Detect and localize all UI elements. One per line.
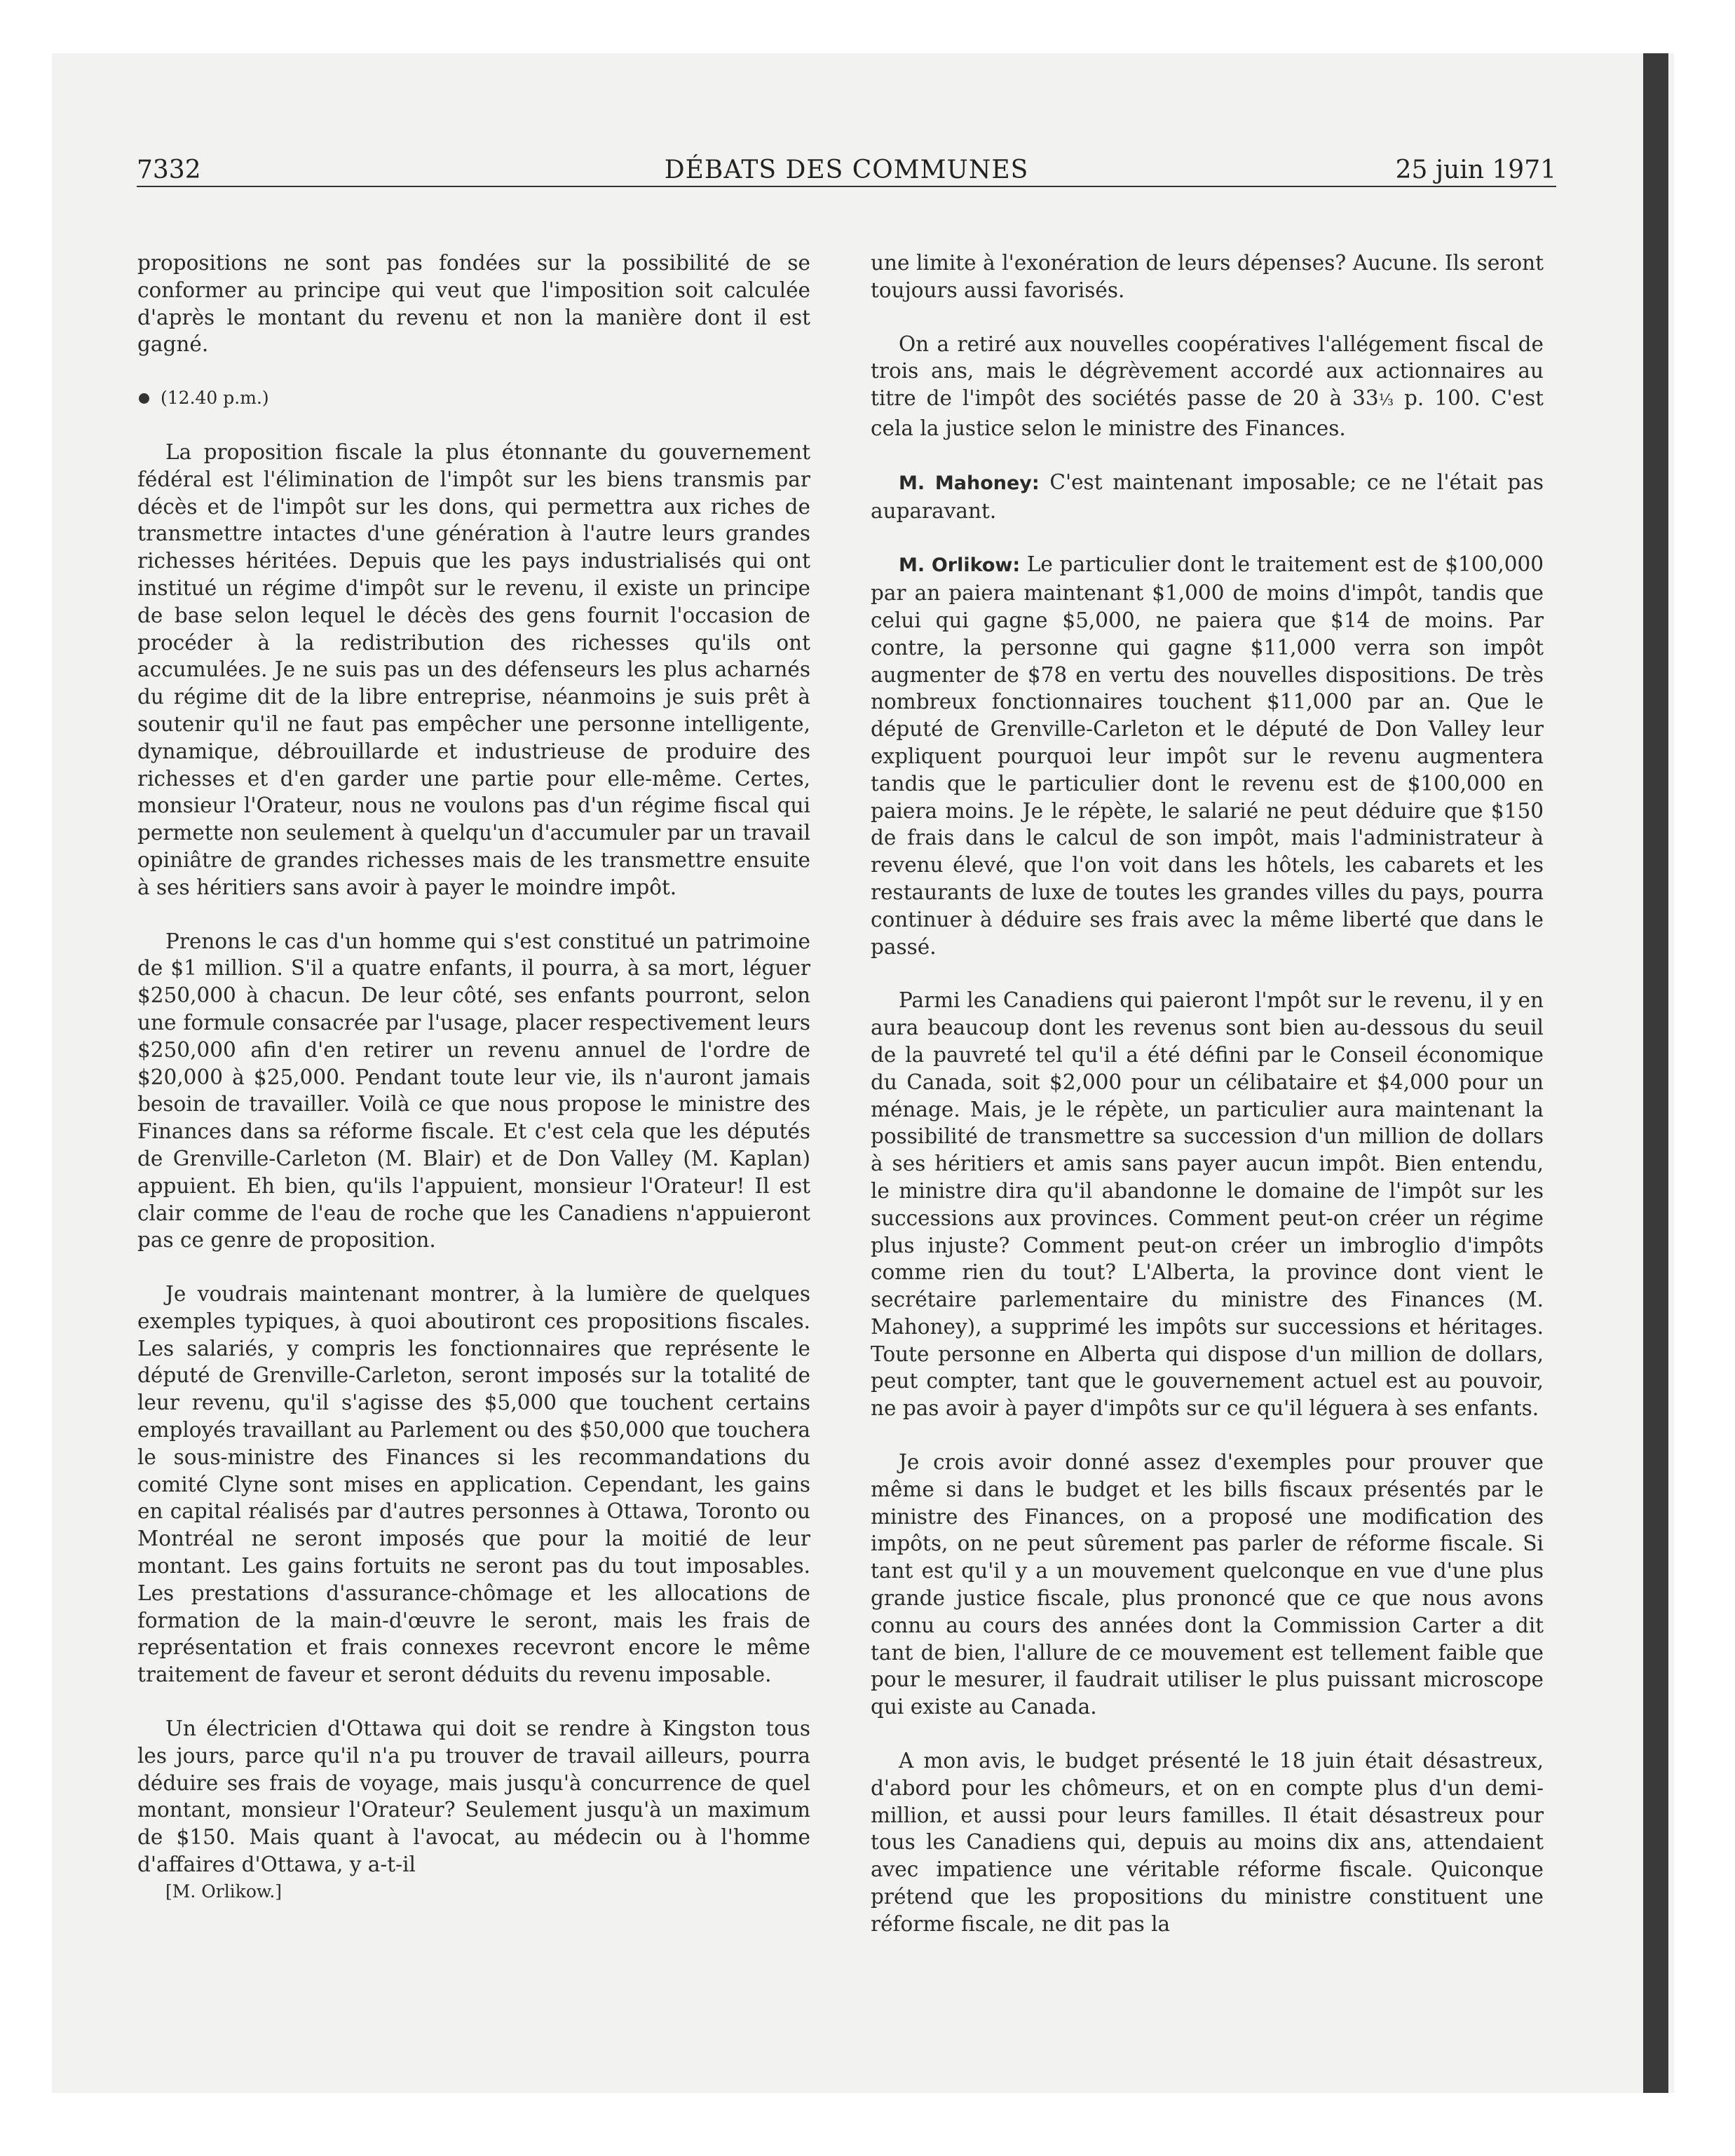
- paragraph: La proposition fiscale la plus étonnante du gouvernement fédéral est l'élimination de l'impôt sur les biens transmis par décès et de l'impôt sur les dons, qui permettra aux riches de transmettre intactes d'une génération à l'autre leurs grandes richesses héritées. Depuis que les pays industrialisés qui ont institué un régime d'impôt sur le revenu, il existe un principe de base selon lequel le décès des gens fournit l'occasion de procéder à la redistribution des richesses qu'ils ont accumulées. Je ne suis pas un des défenseurs les plus acharnés du régime dit de la libre entreprise, néanmoins je suis prêt à soutenir qu'il ne faut pas empêcher une personne intelligente, dynamique, débrouillarde et industrieuse de produire des richesses et d'en garder une partie pour elle-même. Certes, monsieur l'Orateur, nous ne voulons pas d'un régime fiscal qui permette non seulement à quelqu'un d'accumuler par un travail opiniâtre de grandes richesses mais de les transmettre ensuite à ses héritiers sans avoir à payer le moindre impôt.: [137, 439, 810, 899]
- speech-text: Le particulier dont le traitement est de $100,000 par an paiera maintenant $1,000 de moins d'impôt, tandis que celui qui gagne $5,000, ne paiera que $14 de moins. Par contre, la personne qui gagne $11,000 verra son impôt augmenter de $78 en vertu des nouvelles dispositions. De très nombreux fonctionnaires touchent $11,000 par an. Que le député de Grenville-Carleton et le député de Don Valley leur expliquent pourquoi leur impôt sur le revenu augmentera tandis que le particulier dont le revenu est de $100,000 en paiera moins. Je le répète, le salarié ne peut déduire que $150 de frais dans le calcul de son impôt, mais l'administrateur à revenu élevé, que l'on voit dans les hôtels, les cabarets et les restaurants de luxe de toutes les grandes villes du pays, pourra continuer à déduire ses frais avec la même liberté que dans le passé.: [871, 552, 1544, 959]
- timestamp-text: (12.40 p.m.): [161, 388, 269, 409]
- paragraph-text: On a retiré aux nouvelles coopératives l'allégement fiscal de trois ans, mais le dégrèvement accordé aux actionnaires au titre de l'impôt des sociétés passe de 20 à 33: [871, 332, 1544, 411]
- speech: [871, 551, 1544, 960]
- timestamp: [137, 385, 810, 412]
- paragraph: Je voudrais maintenant montrer, à la lumière de quelques exemples typiques, à quoi aboutiront ces propositions fiscales. Les salariés, y compris les fonctionnaires que représente le député de Grenville-Carleton, seront imposés sur la totalité de leur revenu, qu'il s'agisse des $5,000 que touchent certains employés travaillant au Parlement ou des $50,000 que touchera le sous-ministre des Finances si les recommandations du comité Clyne sont mises en application. Cependant, les gains en capital réalisés par d'autres personnes à Ottawa, Toronto ou Montréal ne seront imposés que pour la moitié de leur montant. Les gains fortuits ne seront pas du tout imposables. Les prestations d'assurance-chômage et les allocations de formation de la main-d'œuvre le seront, mais les frais de représentation et frais connexes recevront encore le même traitement de faveur et seront déduits du revenu imposable.: [137, 1282, 810, 1687]
- running-title: DÉBATS DES COMMUNES: [664, 156, 1029, 184]
- paragraph: Un électricien d'Ottawa qui doit se rendre à Kingston tous les jours, parce qu'il n'a pu trouver de travail ailleurs, pourra déduire ses frais de voyage, mais jusqu'à concurrence de quel montant, monsieur l'Orateur? Seulement jusqu'à un maximum de $150. Mais quant à l'avocat, au médecin ou à l'homme d'affaires d'Ottawa, y a-t-il: [137, 1717, 810, 1877]
- speech-text: C'est maintenant imposable; ce ne l'était pas auparavant.: [871, 470, 1544, 523]
- paragraph: [871, 331, 1544, 442]
- speaker-signature: [M. Orlikow.]: [165, 1881, 283, 1902]
- paragraph: A mon avis, le budget présenté le 18 juin était désastreux, d'abord pour les chômeurs, et on en compte plus d'un demi-million, et aussi pour leurs familles. Il était désastreux pour tous les Canadiens qui, depuis au moins dix ans, attendaient avec impatience une véritable réforme fiscale. Quiconque prétend que les propositions du ministre constituent une réforme fiscale, ne dit pas la: [871, 1749, 1544, 1936]
- header-rule: [137, 186, 1556, 187]
- paragraph: une limite à l'exonération de leurs dépenses? Aucune. Ils seront toujours aussi favorisés.: [871, 251, 1544, 302]
- header-date: 25 juin 1971: [1395, 156, 1556, 184]
- paragraph: Prenons le cas d'un homme qui s'est constitué un patrimoine de $1 million. S'il a quatre enfants, il pourra, à sa mort, léguer $250,000 à chacun. De leur côté, ses enfants pourront, selon une formule consacrée par l'usage, placer respectivement leurs $250,000 afin d'en retirer un revenu annuel de l'ordre de $20,000 à $25,000. Pendant toute leur vie, ils n'auront jamais besoin de travailler. Voilà ce que nous propose le ministre des Finances dans sa réforme fiscale. Et c'est cela que les députés de Grenville-Carleton (M. Blair) et de Don Valley (M. Kaplan) appuient. Eh bien, qu'ils l'appuient, monsieur l'Orateur! Il est clair comme de l'eau de roche que les Canadiens n'appuieront pas ce genre de proposition.: [137, 929, 810, 1253]
- speaker-name: M. Mahoney:: [899, 472, 1040, 494]
- page-binding-edge: [1643, 53, 1668, 2093]
- bullet-icon: [139, 393, 149, 404]
- speech: [871, 469, 1544, 525]
- paragraph: propositions ne sont pas fondées sur la possibilité de se conformer au principe qui veut que l'imposition soit calculée d'après le montant du revenu et non la manière dont il est gagné.: [137, 251, 810, 357]
- paragraph: Je crois avoir donné assez d'exemples pour prouver que même si dans le budget et les bills fiscaux présentés par le ministre des Finances, on a proposé une modification des impôts, on ne peut sûrement pas parler de réforme fiscale. Si tant est qu'il y a un mouvement quelconque en vue d'une plus grande justice fiscale, plus prononcé que ce que nous avons connu au cours des années dont la Commission Carter a dit tant de bien, l'allure de ce mouvement est tellement faible que pour le mesurer, il faudrait utiliser le plus puissant microscope qui existe au Canada.: [871, 1450, 1544, 1719]
- right-column: [871, 250, 1544, 2072]
- paragraph: Parmi les Canadiens qui paieront l'mpôt sur le revenu, il y en aura beaucoup dont les revenus sont bien au-dessous du seuil de la pauvreté tel qu'il a été défini par le Conseil économique du Canada, soit $2,000 pour un célibataire et $4,000 pour un ménage. Mais, je le répète, un particulier aura maintenant la possibilité de transmettre sa succession d'un million de dollars à ses héritiers et amis sans payer aucun impôt. Bien entendu, le ministre dira qu'il abandonne le domaine de l'impôt sur les successions aux provinces. Comment peut-on créer un régime plus injuste? Comment peut-on créer un imbroglio d'impôts comme rien du tout? L'Alberta, la province dont vient le secrétaire parlementaire du ministre des Finances (M. Mahoney), a supprimé les impôts sur successions et héritages. Toute personne en Alberta qui dispose d'un million de dollars, peut compter, tant que le gouvernement actuel est au pouvoir, ne pas avoir à payer d'impôts sur ce qu'il léguera à ses enfants.: [871, 988, 1544, 1421]
- page-number: 7332: [137, 156, 201, 184]
- left-column: [137, 250, 810, 2072]
- fraction: ⅓: [1378, 392, 1394, 410]
- paragraph-text: p. 100. C'est cela la justice selon le ministre des Finances.: [871, 386, 1544, 440]
- speaker-name: M. Orlikow:: [899, 554, 1021, 577]
